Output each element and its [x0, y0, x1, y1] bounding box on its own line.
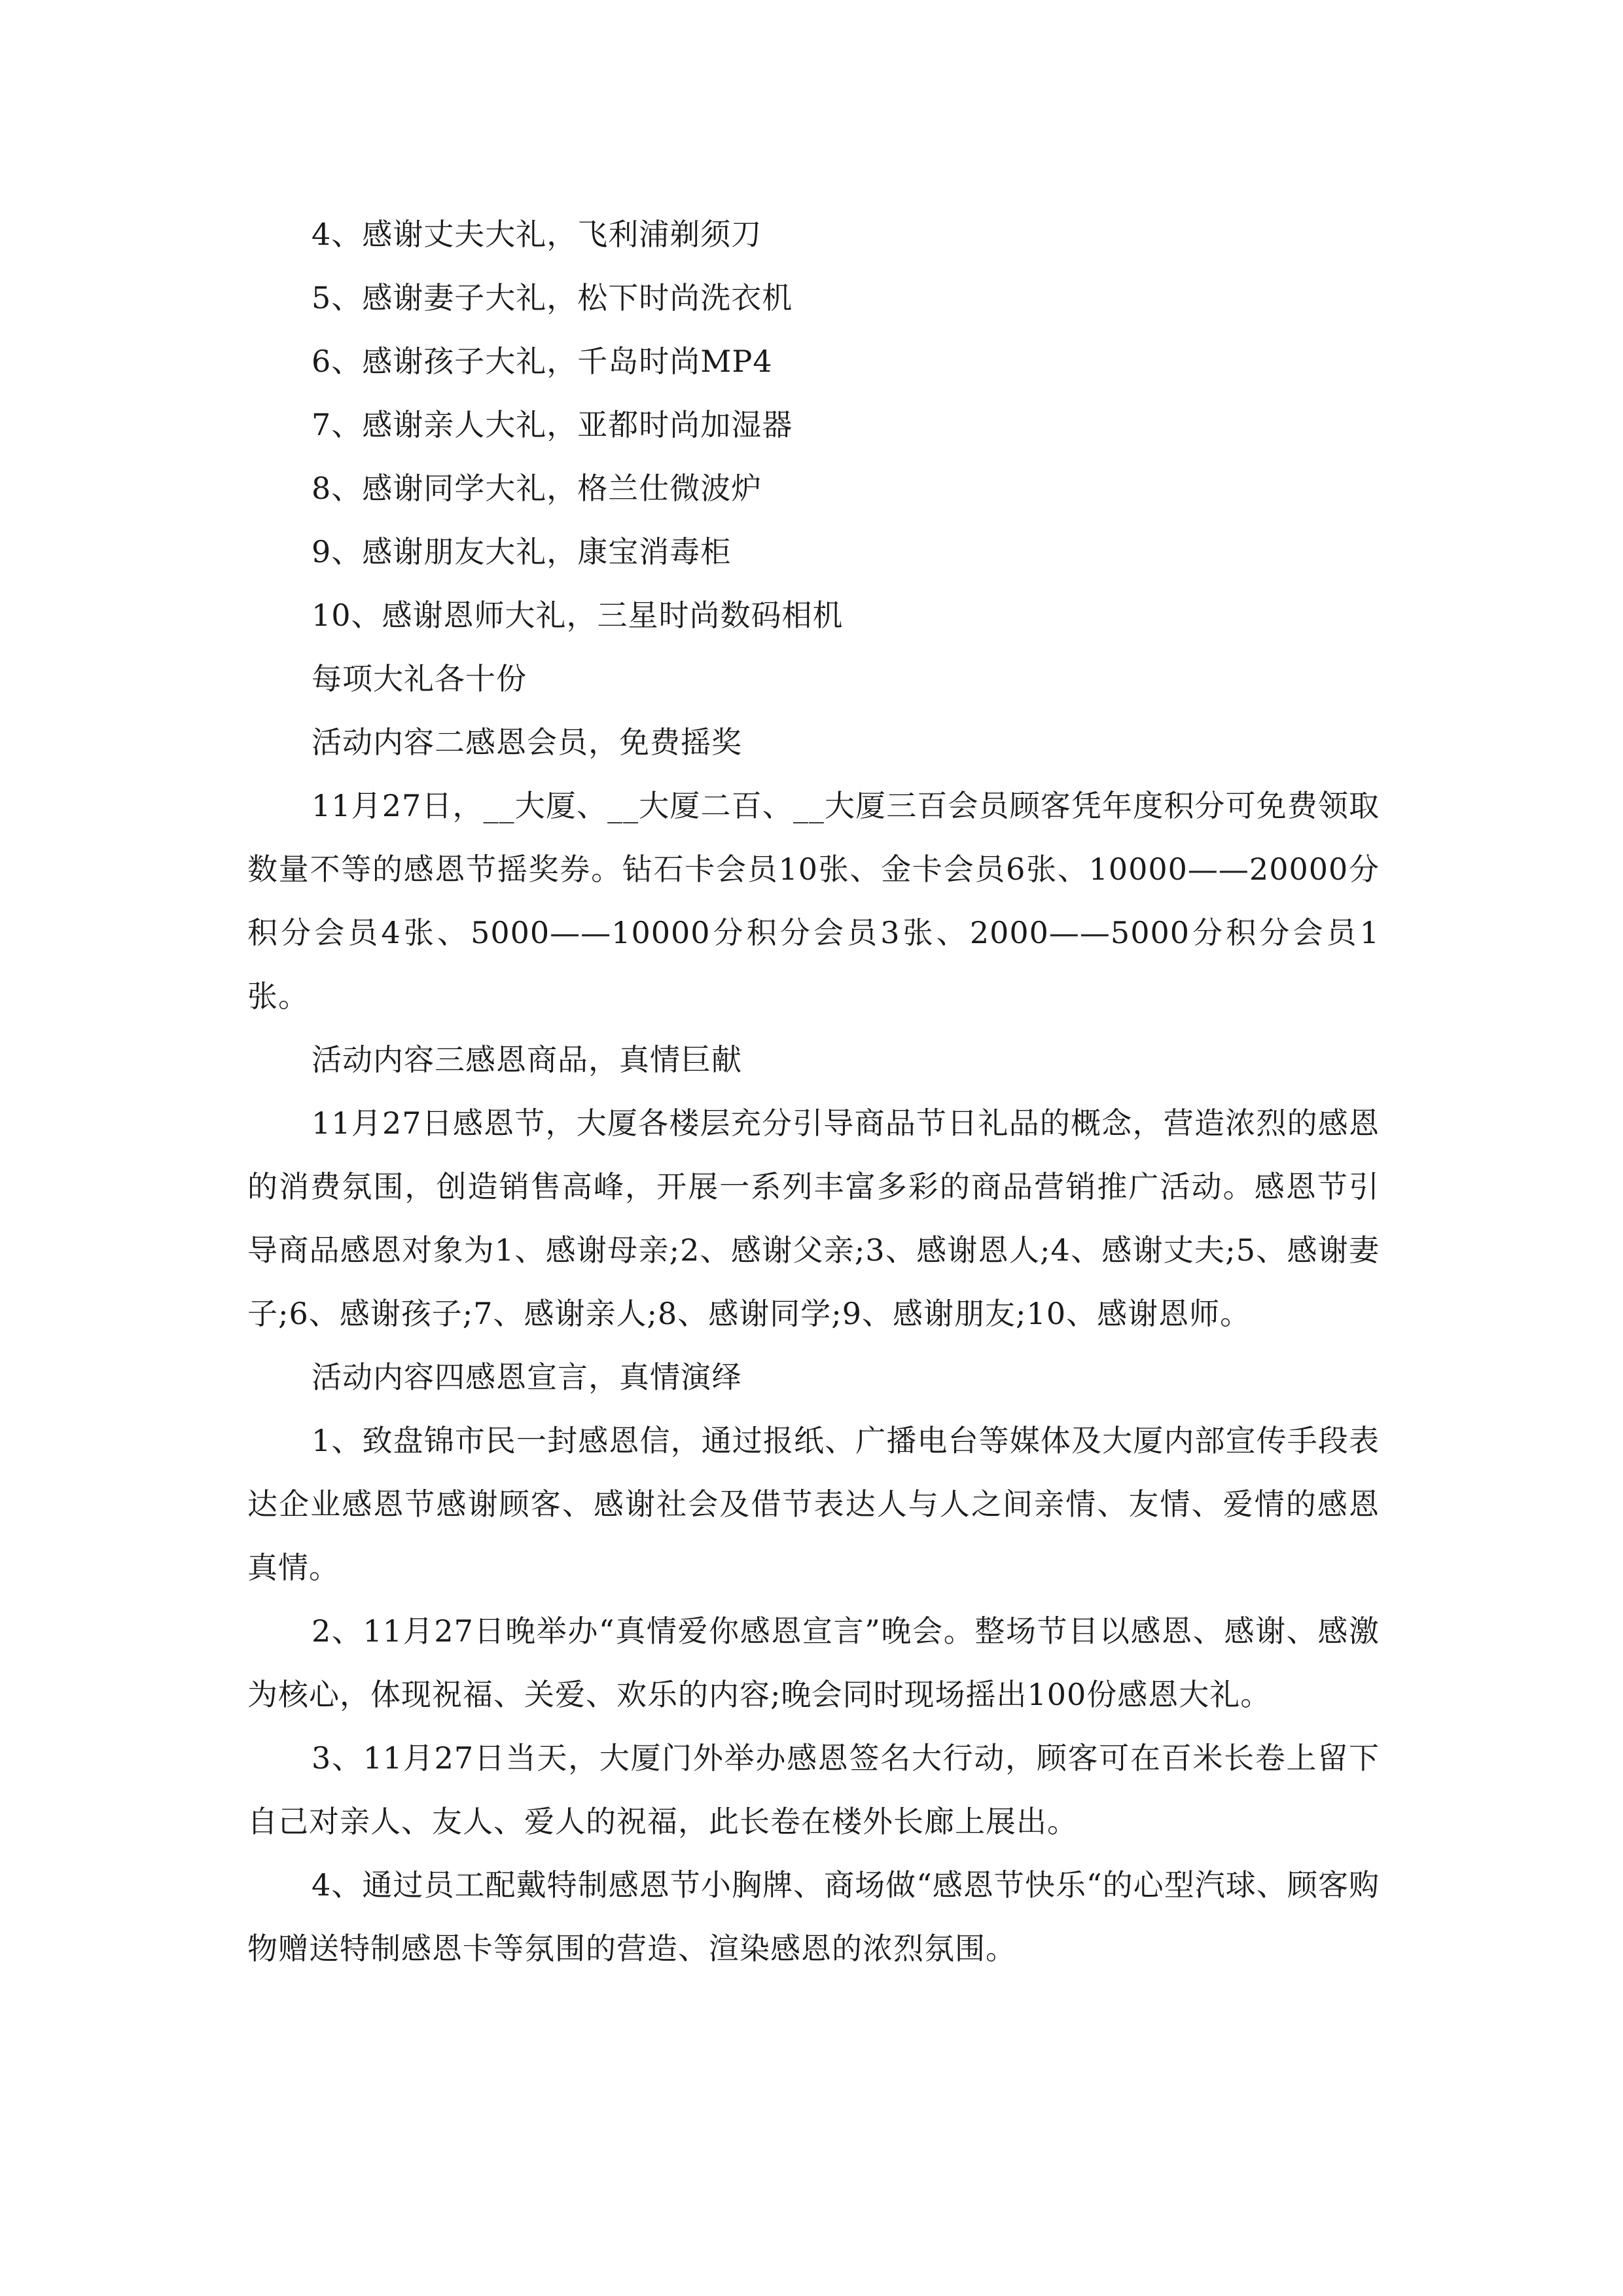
activity4-item: 2、11月27日晚举办“真情爱你感恩宣言”晚会。整场节目以感恩、感谢、感激为核心，体现祝福、关爱、欢乐的内容;晚会同时现场摇出100份感恩大礼。 [247, 1613, 1380, 1712]
prize-item: 8、感谢同学大礼，格兰仕微波炉 [312, 471, 762, 506]
document-body [247, 203, 1380, 1981]
activity2-body: 11月27日，__大厦、__大厦二百、__大厦三百会员顾客凭年度积分可免费领取数量不等的感恩节摇奖券。钻石卡会员10张、金卡会员6张、10000——20000分积分会员4张、5000——10000分积分会员3张、2000——5000分积分会员1张。 [247, 788, 1380, 1014]
activity3-body: 11月27日感恩节，大厦各楼层充分引导商品节日礼品的概念，营造浓烈的感恩的消费氛围，创造销售高峰，开展一系列丰富多彩的商品营销推广活动。感恩节引导商品感恩对象为1、感谢母亲;2、感谢父亲;3、感谢恩人;4、感谢丈夫;5、感谢妻子;6、感谢孩子;7、感谢亲人;8、感谢同学;9、感谢朋友;10、感谢恩师。 [247, 1105, 1380, 1331]
prize-item: 7、感谢亲人大礼，亚都时尚加湿器 [312, 407, 793, 442]
activity4-heading: 活动内容四感恩宣言，真情演绎 [312, 1359, 742, 1395]
prize-item: 5、感谢妻子大礼，松下时尚洗衣机 [312, 280, 793, 315]
activity4-item: 4、通过员工配戴特制感恩节小胸牌、商场做“感恩节快乐“的心型汽球、顾客购物赠送特制感恩卡等氛围的营造、渲染感恩的浓烈氛围。 [247, 1867, 1380, 1966]
activity2-heading: 活动内容二感恩会员，免费摇奖 [312, 725, 742, 760]
prize-item: 9、感谢朋友大礼，康宝消毒柜 [312, 534, 732, 569]
prize-item: 10、感谢恩师大礼，三星时尚数码相机 [312, 598, 844, 633]
prize-quantity-note: 每项大礼各十份 [312, 661, 527, 696]
prize-item: 6、感谢孩子大礼，千岛时尚MP4 [312, 344, 773, 379]
activity3-heading: 活动内容三感恩商品，真情巨献 [312, 1042, 742, 1077]
activity4-item: 1、致盘锦市民一封感恩信，通过报纸、广播电台等媒体及大厦内部宣传手段表达企业感恩节感谢顾客、感谢社会及借节表达人与人之间亲情、友情、爱情的感恩真情。 [247, 1423, 1380, 1585]
activity4-item: 3、11月27日当天，大厦门外举办感恩签名大行动，顾客可在百米长卷上留下自己对亲人、友人、爱人的祝福，此长卷在楼外长廊上展出。 [247, 1740, 1380, 1839]
prize-item: 4、感谢丈夫大礼，飞利浦剃须刀 [312, 217, 762, 252]
